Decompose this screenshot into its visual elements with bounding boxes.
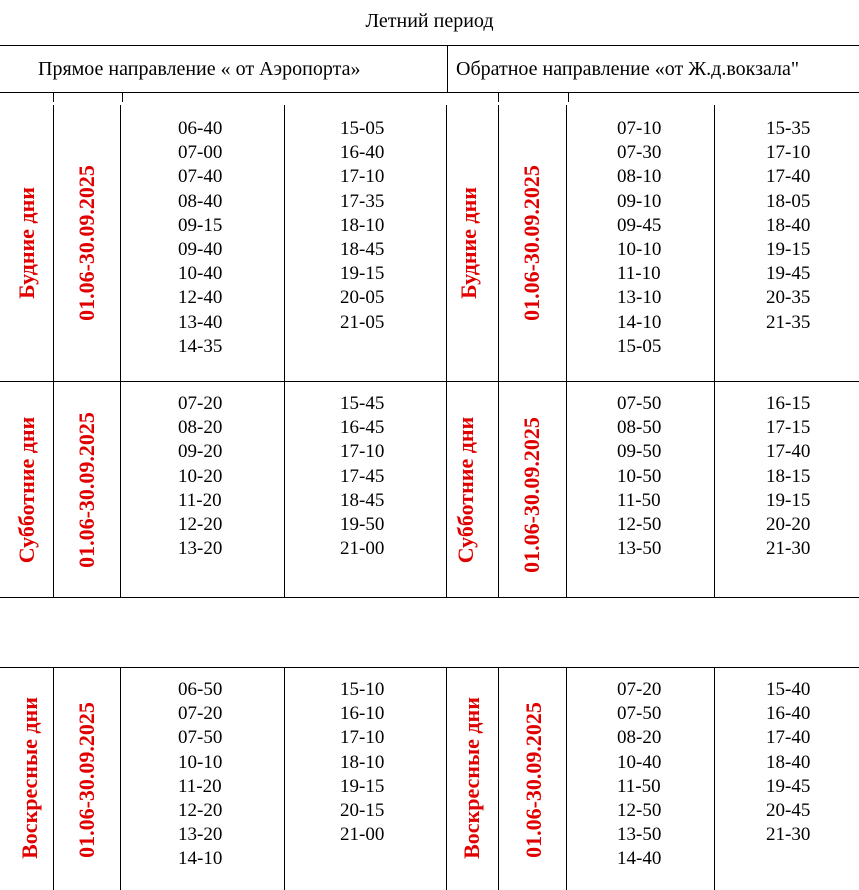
departure-time: 14-40 — [617, 848, 662, 870]
departure-time: 20-35 — [766, 287, 811, 309]
grid-line — [498, 105, 499, 381]
departure-time: 16-15 — [766, 393, 811, 414]
departure-time: 19-15 — [766, 489, 811, 511]
departure-time: 09-15 — [178, 214, 223, 236]
times-list-sundays-forward-col1 — [178, 678, 222, 872]
grid-stub — [122, 92, 123, 102]
grid-line — [498, 381, 499, 597]
grid-line — [446, 105, 447, 381]
grid-line — [284, 381, 285, 597]
grid-line — [120, 105, 121, 381]
header-divider — [447, 45, 448, 93]
times-list-weekdays-backward-col1 — [617, 117, 661, 359]
grid-stub — [568, 92, 569, 102]
departure-time: 08-10 — [617, 166, 662, 188]
departure-time: 20-20 — [766, 514, 811, 536]
departure-time: 19-15 — [340, 263, 385, 285]
departure-time: 16-10 — [340, 703, 385, 725]
grid-line — [284, 105, 285, 381]
departure-time: 15-05 — [617, 335, 662, 357]
departure-time: 18-05 — [766, 190, 811, 212]
departure-time: 13-20 — [178, 538, 223, 560]
departure-time: 15-40 — [766, 679, 811, 700]
day-label-saturdays-backward: Субботние дни — [453, 416, 478, 564]
grid-line — [120, 381, 121, 597]
times-list-weekdays-forward-col1 — [178, 117, 222, 359]
departure-time: 10-10 — [178, 751, 223, 773]
departure-time: 17-45 — [340, 465, 385, 487]
departure-time: 21-00 — [340, 824, 385, 846]
departure-time: 18-45 — [340, 239, 385, 261]
day-label-saturdays-forward: Субботние дни — [14, 416, 39, 564]
departure-time: 10-10 — [617, 239, 662, 261]
departure-time: 15-35 — [766, 118, 811, 139]
grid-line — [53, 381, 54, 597]
departure-time: 17-10 — [766, 142, 811, 164]
departure-time: 07-00 — [178, 142, 223, 164]
header-forward-direction: Прямое направление « от Аэропорта» — [38, 58, 361, 80]
grid-line — [498, 667, 499, 890]
departure-time: 21-30 — [766, 824, 811, 846]
header-backward-direction: Обратное направление «от Ж.д.вокзала" — [456, 58, 800, 80]
section-border — [0, 667, 859, 668]
departure-time: 13-50 — [617, 824, 662, 846]
grid-line — [53, 667, 54, 890]
departure-time: 16-45 — [340, 417, 385, 439]
day-label-weekdays-forward: Будние дни — [14, 187, 39, 299]
departure-time: 09-40 — [178, 239, 223, 261]
day-label-sundays-forward: Воскресные дни — [17, 697, 42, 859]
period-weekdays-backward: 01.06-30.09.2025 — [519, 165, 544, 321]
times-list-saturdays-backward-col1 — [617, 392, 661, 561]
grid-line — [446, 667, 447, 890]
departure-time: 20-15 — [340, 800, 385, 822]
departure-time: 16-40 — [766, 703, 811, 725]
departure-time: 11-20 — [178, 775, 222, 797]
departure-time: 19-15 — [766, 239, 811, 261]
period-sundays-backward: 01.06-30.09.2025 — [521, 702, 546, 858]
departure-time: 10-20 — [178, 465, 223, 487]
departure-time: 08-40 — [178, 190, 223, 212]
grid-line — [566, 381, 567, 597]
departure-time: 16-40 — [340, 142, 385, 164]
section-border — [0, 597, 859, 598]
grid-line — [714, 381, 715, 597]
departure-time: 08-20 — [617, 727, 662, 749]
departure-time: 13-20 — [178, 824, 223, 846]
departure-time: 20-05 — [340, 287, 385, 309]
departure-time: 14-10 — [178, 848, 223, 870]
times-list-sundays-backward-col2 — [766, 678, 810, 847]
departure-time: 07-50 — [617, 703, 662, 725]
departure-time: 06-50 — [178, 679, 223, 700]
grid-line — [714, 667, 715, 890]
departure-time: 10-40 — [178, 263, 223, 285]
grid-stub — [53, 92, 54, 102]
grid-stub — [498, 92, 499, 102]
departure-time: 15-10 — [340, 679, 385, 700]
departure-time: 11-50 — [617, 489, 661, 511]
departure-time: 10-40 — [617, 751, 662, 773]
departure-time: 07-20 — [178, 703, 223, 725]
departure-time: 17-10 — [340, 166, 385, 188]
grid-line — [120, 667, 121, 890]
departure-time: 13-40 — [178, 311, 223, 333]
header-top-border — [0, 45, 859, 46]
times-list-weekdays-backward-col2 — [766, 117, 810, 335]
departure-time: 18-15 — [766, 465, 811, 487]
departure-time: 21-00 — [340, 538, 385, 560]
departure-time: 12-50 — [617, 800, 662, 822]
section-border — [0, 381, 859, 382]
grid-line — [53, 105, 54, 381]
departure-time: 17-35 — [340, 190, 385, 212]
departure-time: 12-20 — [178, 514, 223, 536]
departure-time: 21-35 — [766, 311, 811, 333]
departure-time: 17-10 — [340, 441, 385, 463]
departure-time: 14-10 — [617, 311, 662, 333]
departure-time: 18-40 — [766, 214, 811, 236]
departure-time: 20-45 — [766, 800, 811, 822]
departure-time: 07-50 — [178, 727, 223, 749]
departure-time: 07-10 — [617, 118, 662, 139]
departure-time: 12-20 — [178, 800, 223, 822]
departure-time: 09-10 — [617, 190, 662, 212]
departure-time: 08-20 — [178, 417, 223, 439]
departure-time: 12-50 — [617, 514, 662, 536]
departure-time: 19-15 — [340, 775, 385, 797]
times-list-saturdays-forward-col2 — [340, 392, 384, 561]
departure-time: 07-40 — [178, 166, 223, 188]
departure-time: 17-15 — [766, 417, 811, 439]
header-bottom-border — [0, 92, 859, 93]
departure-time: 19-45 — [766, 263, 811, 285]
departure-time: 07-20 — [178, 393, 223, 414]
departure-time: 07-20 — [617, 679, 662, 700]
departure-time: 19-45 — [766, 775, 811, 797]
departure-time: 11-50 — [617, 775, 661, 797]
times-list-weekdays-forward-col2 — [340, 117, 384, 335]
departure-time: 18-40 — [766, 751, 811, 773]
departure-time: 06-40 — [178, 118, 223, 139]
times-list-saturdays-backward-col2 — [766, 392, 810, 561]
departure-time: 11-10 — [617, 263, 661, 285]
times-list-saturdays-forward-col1 — [178, 392, 222, 561]
departure-time: 17-40 — [766, 166, 811, 188]
departure-time: 15-05 — [340, 118, 385, 139]
grid-line — [284, 667, 285, 890]
grid-line — [714, 105, 715, 381]
departure-time: 11-20 — [178, 489, 222, 511]
departure-time: 19-50 — [340, 514, 385, 536]
departure-time: 07-30 — [617, 142, 662, 164]
departure-time: 12-40 — [178, 287, 223, 309]
departure-time: 17-10 — [340, 727, 385, 749]
departure-time: 13-50 — [617, 538, 662, 560]
departure-time: 18-45 — [340, 489, 385, 511]
period-saturdays-backward: 01.06-30.09.2025 — [519, 417, 544, 573]
day-label-sundays-backward: Воскресные дни — [459, 697, 484, 859]
schedule-title: Летний период — [365, 10, 494, 32]
departure-time: 21-05 — [340, 311, 385, 333]
departure-time: 09-20 — [178, 441, 223, 463]
times-list-sundays-backward-col1 — [617, 678, 661, 872]
departure-time: 15-45 — [340, 393, 385, 414]
grid-line — [566, 105, 567, 381]
grid-line — [566, 667, 567, 890]
departure-time: 18-10 — [340, 214, 385, 236]
times-list-sundays-forward-col2 — [340, 678, 384, 847]
departure-time: 09-50 — [617, 441, 662, 463]
departure-time: 13-10 — [617, 287, 662, 309]
departure-time: 07-50 — [617, 393, 662, 414]
departure-time: 17-40 — [766, 727, 811, 749]
departure-time: 17-40 — [766, 441, 811, 463]
departure-time: 14-35 — [178, 335, 223, 357]
grid-line — [446, 381, 447, 597]
day-label-weekdays-backward: Будние дни — [456, 187, 481, 299]
period-saturdays-forward: 01.06-30.09.2025 — [74, 412, 99, 568]
departure-time: 09-45 — [617, 214, 662, 236]
departure-time: 10-50 — [617, 465, 662, 487]
departure-time: 18-10 — [340, 751, 385, 773]
departure-time: 08-50 — [617, 417, 662, 439]
departure-time: 21-30 — [766, 538, 811, 560]
period-sundays-forward: 01.06-30.09.2025 — [74, 702, 99, 858]
period-weekdays-forward: 01.06-30.09.2025 — [74, 165, 99, 321]
